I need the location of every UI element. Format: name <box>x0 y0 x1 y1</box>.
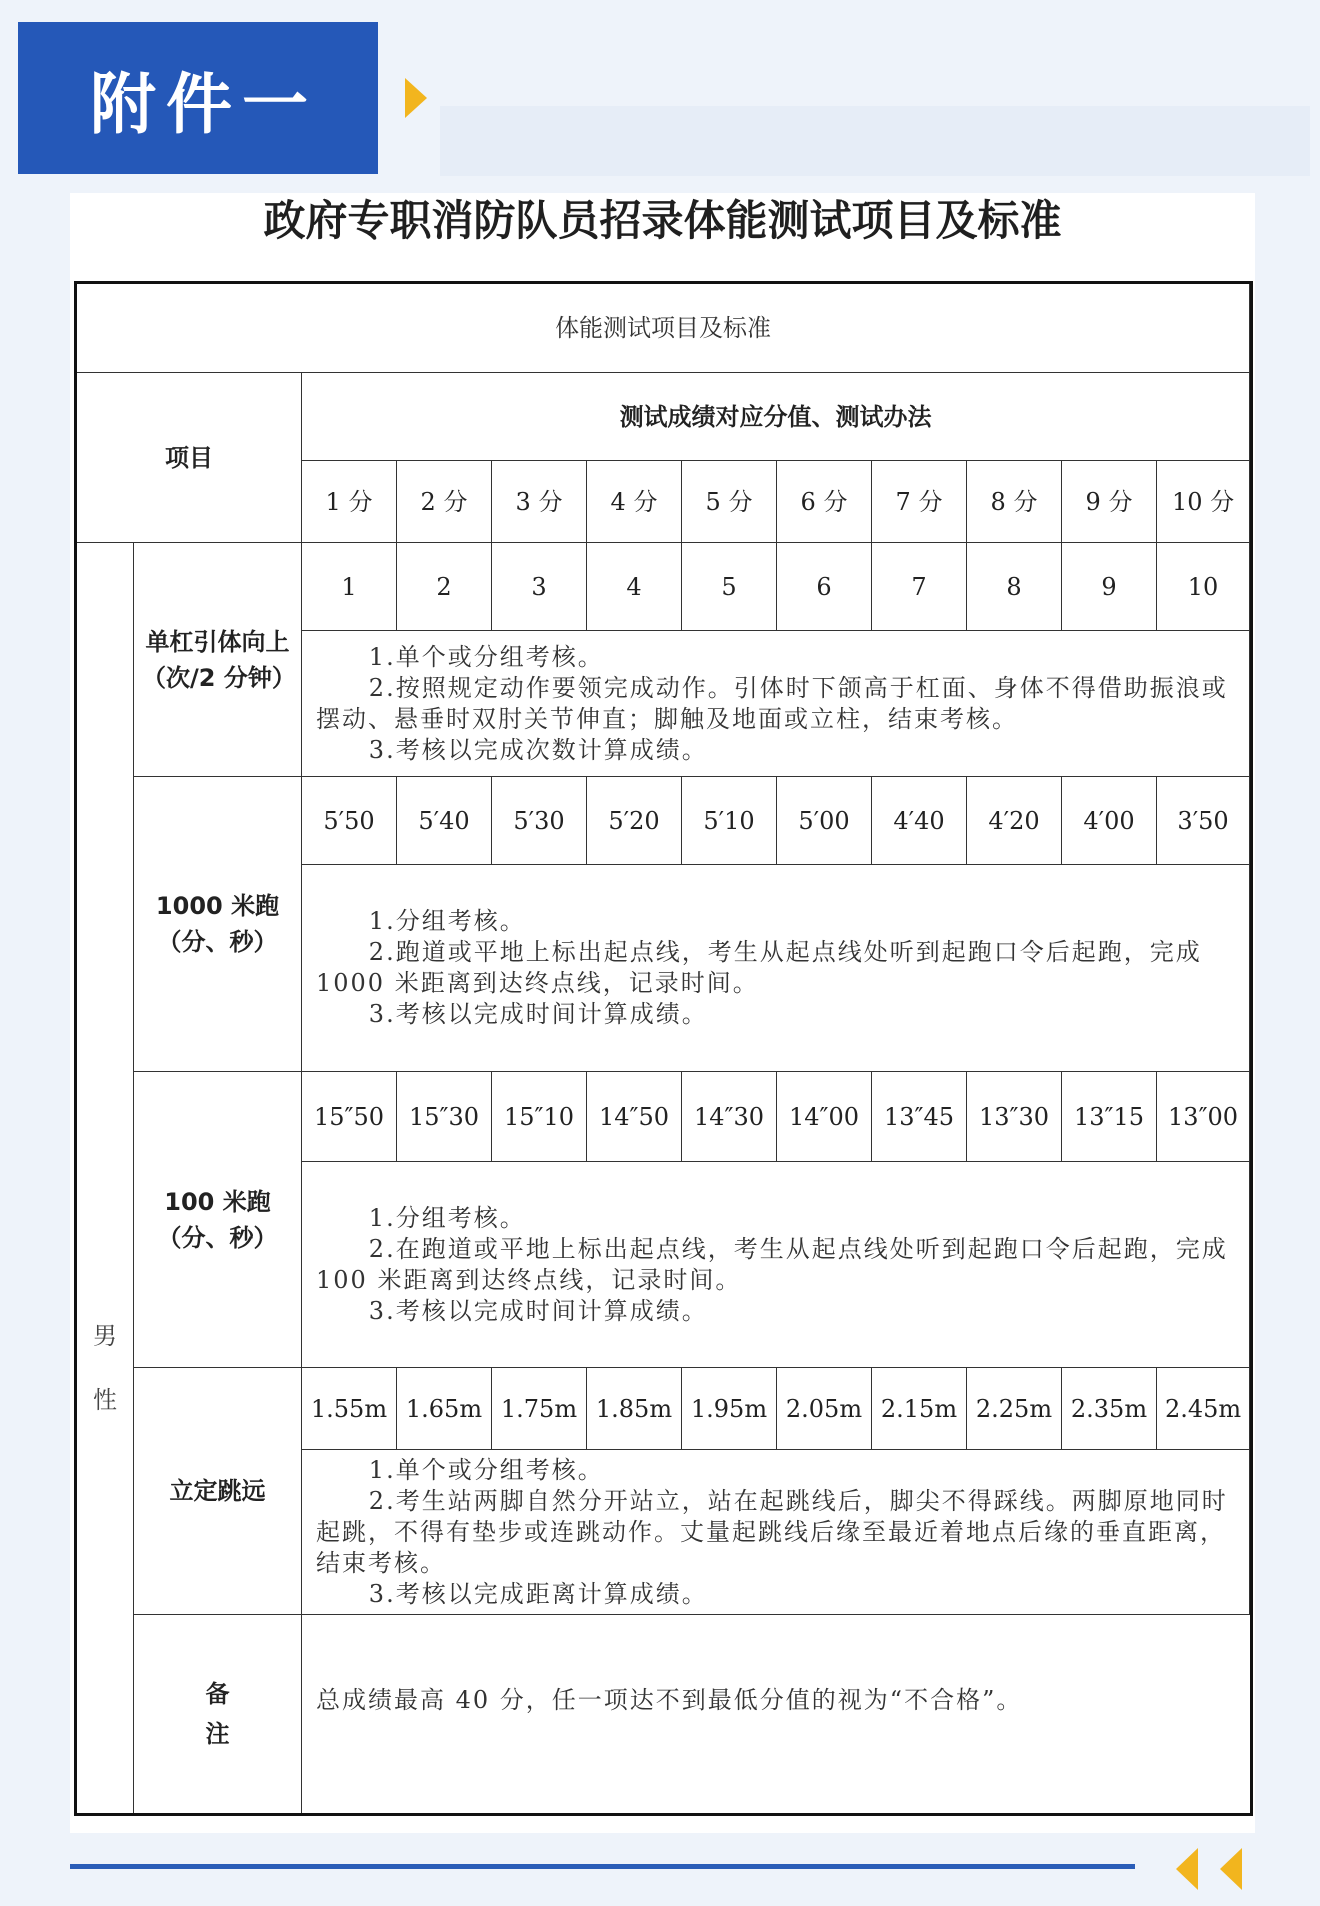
score-value-cell: 1.65m <box>397 1368 492 1450</box>
method-line: 1.分组考核。 <box>368 1203 526 1232</box>
attachment-banner <box>18 22 378 174</box>
score-value-cell: 13″00 <box>1157 1072 1250 1162</box>
score-value-cell: 1.85m <box>587 1368 682 1450</box>
score-value-cell: 1.95m <box>682 1368 777 1450</box>
table-title: 体能测试项目及标准 <box>76 283 1250 373</box>
banner-label: 附件一 <box>90 65 318 143</box>
method-line: 3.考核以完成次数计算成绩。 <box>368 735 708 764</box>
score-value-cell: 13″15 <box>1062 1072 1157 1162</box>
score-value-cell: 5′00 <box>777 777 872 865</box>
document-title: 政府专职消防队员招录体能测试项目及标准 <box>263 196 1062 245</box>
method-line: 3.考核以完成时间计算成绩。 <box>368 1000 708 1028</box>
score-header-7: 7 分 <box>872 461 967 543</box>
score-value-cell: 3 <box>492 543 587 631</box>
score-group-header: 测试成绩对应分值、测试办法 <box>302 373 1250 461</box>
score-value-cell: 5′50 <box>302 777 397 865</box>
score-value-cell: 5′20 <box>587 777 682 865</box>
score-value-cell: 4′20 <box>967 777 1062 865</box>
score-value-cell: 2.45m <box>1157 1368 1250 1450</box>
score-value-cell: 8 <box>967 543 1062 631</box>
score-value-cell: 5′10 <box>682 777 777 865</box>
method-1000m <box>302 865 1250 1072</box>
item-name-long-jump: 立定跳远 <box>134 1368 302 1615</box>
remark-text: 总成绩最高 40 分，任一项达不到最低分值的视为“不合格”。 <box>302 1615 1252 1815</box>
score-value-cell: 15″50 <box>302 1072 397 1162</box>
score-header-1: 1 分 <box>302 461 397 543</box>
score-value-cell: 10 <box>1157 543 1250 631</box>
method-line: 3.考核以完成时间计算成绩。 <box>368 1296 708 1325</box>
score-value-cell: 15″30 <box>397 1072 492 1162</box>
score-header-10: 10 分 <box>1157 461 1250 543</box>
score-value-cell: 14″30 <box>682 1072 777 1162</box>
score-value-cell: 1.55m <box>302 1368 397 1450</box>
score-header-5: 5 分 <box>682 461 777 543</box>
score-header-8: 8 分 <box>967 461 1062 543</box>
score-value-cell: 5 <box>682 543 777 631</box>
score-value-cell: 6 <box>777 543 872 631</box>
method-line: 3.考核以完成距离计算成绩。 <box>368 1579 708 1608</box>
score-value-cell: 2.05m <box>777 1368 872 1450</box>
method-pullup <box>302 631 1250 777</box>
score-value-cell: 14″00 <box>777 1072 872 1162</box>
score-header-6: 6 分 <box>777 461 872 543</box>
score-value-cell: 9 <box>1062 543 1157 631</box>
method-100m <box>302 1162 1250 1368</box>
score-value-cell: 5′40 <box>397 777 492 865</box>
item-name-100m: 100 米跑（分、秒） <box>134 1072 302 1368</box>
score-value-cell: 4′40 <box>872 777 967 865</box>
gender-char-1: 男 <box>93 1322 117 1350</box>
standards-table <box>74 281 1253 1816</box>
remark-char-1: 备 <box>205 1680 230 1708</box>
score-value-cell: 4 <box>587 543 682 631</box>
item-header: 项目 <box>76 373 302 543</box>
method-line: 1.单个或分组考核。 <box>368 1455 604 1484</box>
score-value-cell: 13″30 <box>967 1072 1062 1162</box>
arrow-left-icon-2 <box>1220 1848 1242 1890</box>
method-line: 2.考生站两脚自然分开站立，站在起跳线后，脚尖不得踩线。两脚原地同时起跳，不得有垫步或连跳动作。丈量起跳线后缘至最近着地点后缘的垂直距离，结束考核。 <box>316 1486 1228 1577</box>
score-value-cell: 15″10 <box>492 1072 587 1162</box>
score-header-3: 3 分 <box>492 461 587 543</box>
score-header-4: 4 分 <box>587 461 682 543</box>
arrow-right-icon <box>405 78 427 118</box>
score-value-cell: 5′30 <box>492 777 587 865</box>
gender-cell <box>76 543 134 1815</box>
score-value-cell: 2.25m <box>967 1368 1062 1450</box>
item-name-1000m: 1000 米跑（分、秒） <box>134 777 302 1072</box>
gender-char-2: 性 <box>93 1386 117 1414</box>
score-value-cell: 1.75m <box>492 1368 587 1450</box>
score-value-cell: 4′00 <box>1062 777 1157 865</box>
method-line: 1.分组考核。 <box>368 907 526 935</box>
remark-char-2: 注 <box>205 1720 230 1748</box>
footer-rule <box>70 1864 1135 1869</box>
method-line: 1.单个或分组考核。 <box>368 642 604 671</box>
score-value-cell: 7 <box>872 543 967 631</box>
method-line: 2.跑道或平地上标出起点线，考生从起点线处听到起跑口令后起跑，完成 1000 米距离到达终点线，记录时间。 <box>316 938 1202 997</box>
score-value-cell: 14″50 <box>587 1072 682 1162</box>
score-header-9: 9 分 <box>1062 461 1157 543</box>
score-value-cell: 3′50 <box>1157 777 1250 865</box>
method-long-jump <box>302 1450 1250 1615</box>
method-line: 2.在跑道或平地上标出起点线，考生从起点线处听到起跑口令后起跑，完成 100 米距离到达终点线，记录时间。 <box>316 1234 1228 1294</box>
method-line: 2.按照规定动作要领完成动作。引体时下颌高于杠面、身体不得借助振浪或摆动、悬垂时双肘关节伸直；脚触及地面或立柱，结束考核。 <box>316 673 1228 733</box>
header-band <box>440 106 1310 176</box>
arrow-left-icon-1 <box>1176 1848 1198 1890</box>
score-header-2: 2 分 <box>397 461 492 543</box>
score-value-cell: 2.35m <box>1062 1368 1157 1450</box>
item-name-pullup: 单杠引体向上（次/2 分钟） <box>134 543 302 777</box>
score-value-cell: 2 <box>397 543 492 631</box>
score-value-cell: 1 <box>302 543 397 631</box>
score-value-cell: 2.15m <box>872 1368 967 1450</box>
remark-label <box>134 1615 302 1815</box>
score-value-cell: 13″45 <box>872 1072 967 1162</box>
